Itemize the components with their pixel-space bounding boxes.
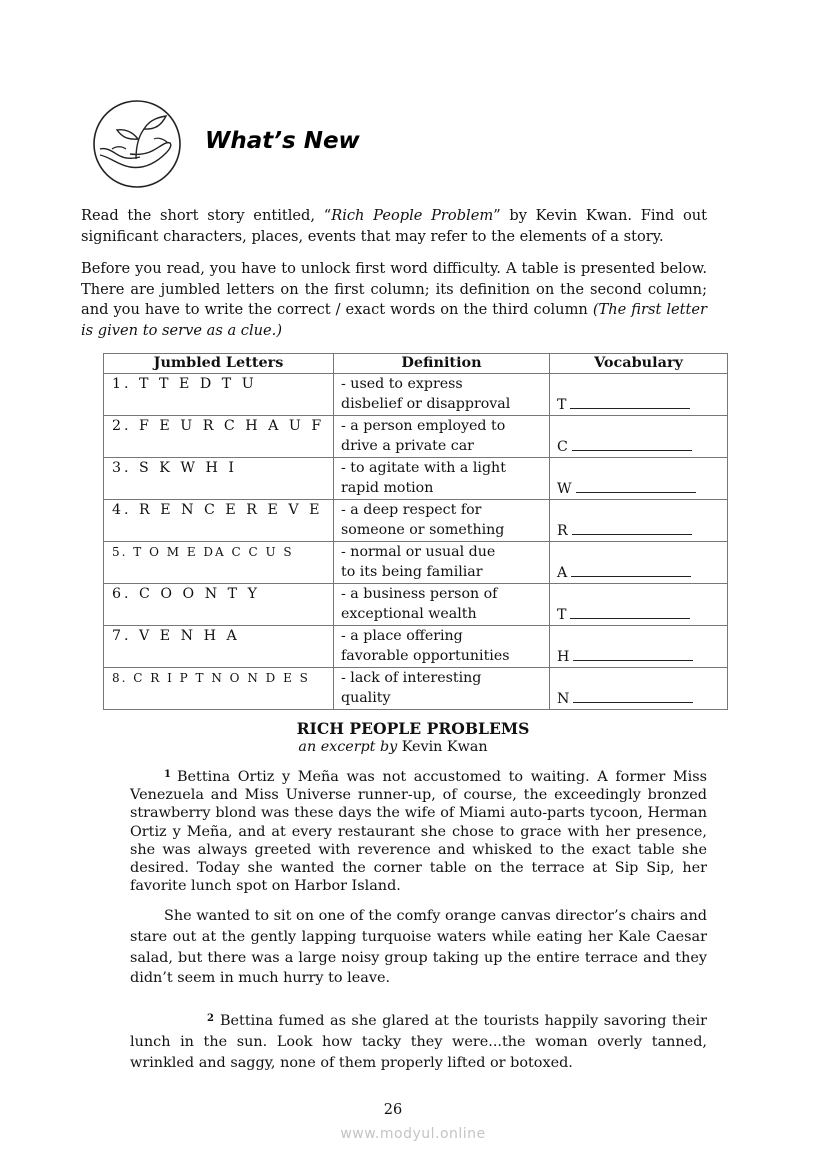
table-row: [104, 542, 728, 584]
definition: - used to express disbelief or disapproval: [334, 374, 550, 416]
answer-blank[interactable]: [572, 436, 692, 451]
definition: - a place offering favorable opportunities: [334, 626, 550, 668]
paragraph-number: 1: [164, 769, 171, 780]
table-row: [104, 416, 728, 458]
jumbled-letters: 6. C O O N T Y: [104, 584, 334, 626]
definition: - normal or usual due to its being familiar: [334, 542, 550, 584]
clue-letter: H: [557, 649, 570, 665]
clue-letter: N: [557, 691, 570, 707]
definition: - a person employed to drive a private car: [334, 416, 550, 458]
jumbled-letters: 8. C R I P T N O N D E S: [104, 668, 334, 710]
jumbled-letters: 1. T T E D T U: [104, 374, 334, 416]
vocabulary-answer: [550, 416, 728, 458]
vocabulary-answer: [550, 626, 728, 668]
answer-blank[interactable]: [573, 688, 693, 703]
vocabulary-answer: [550, 374, 728, 416]
table-row: [104, 458, 728, 500]
definition: - lack of interesting quality: [334, 668, 550, 710]
table-header-row: [104, 354, 728, 374]
header-jumbled: Jumbled Letters: [104, 354, 334, 374]
clue-letter: W: [557, 481, 572, 497]
story-paragraph-1: $^1$ Bettina Ortiz y Meña was not accustomed to waiting. A former Miss Venezuela and Miss Universe runner-up, of course, the exceedingly bronzed strawberry blond was these days the wife of Miami auto-parts tycoon, Herman Ortiz y Meña, and at every restaurant she chose to grace with her presence, she was always greeted with reverence and whisked to the exact table she desired. Today she wanted the corner table on the terrace at Sip Sip, her favorite lunch spot on Harbor Island.: [130, 769, 707, 895]
definition: - a deep respect for someone or something: [334, 500, 550, 542]
answer-blank[interactable]: [571, 562, 691, 577]
story-paragraph-3: $^2$ Bettina fumed as she glared at the tourists happily savoring their lunch in the sun. Look how tacky they were...the woman overly tanned, wrinkled and saggy, none of them properly lifted or botoxed.: [130, 1013, 707, 1071]
clue-letter: R: [557, 523, 568, 539]
jumbled-letters: 3. S K W H I: [104, 458, 334, 500]
clue-letter: A: [557, 565, 568, 581]
answer-blank[interactable]: [572, 520, 692, 535]
header-definition: Definition: [334, 354, 550, 374]
intro-paragraph-2: Before you read, you have to unlock first word difficulty. A table is presented below. There are jumbled letters on the first column; its definition on the second column; and you have to write the correct / exact words on the third column (The first letter is given to serve as a clue.): [81, 260, 707, 339]
section-icon-plant-in-hand: [92, 99, 182, 189]
clue-letter: T: [557, 397, 567, 413]
story-byline: an excerpt by Kevin Kwan: [298, 739, 488, 755]
jumbled-letters: 4. R E N C E R E V E: [104, 500, 334, 542]
answer-blank[interactable]: [570, 604, 690, 619]
answer-blank[interactable]: [576, 478, 696, 493]
clue-letter: T: [557, 607, 567, 623]
answer-blank[interactable]: [570, 394, 690, 409]
jumbled-letters: 2. F E U R C H A U F: [104, 416, 334, 458]
jumbled-letters: 5. T O M E DA C C U S: [104, 542, 334, 584]
story-paragraph-2: She wanted to sit on one of the comfy orange canvas director’s chairs and stare out at the gently lapping turquoise waters while eating her Kale Caesar salad, but there was a large noisy group taking up the entire terrace and they didn’t seem in much hurry to leave.: [130, 908, 707, 987]
table-row: [104, 626, 728, 668]
table-row: [104, 668, 728, 710]
definition: - to agitate with a light rapid motion: [334, 458, 550, 500]
page-number: 26: [383, 1102, 403, 1118]
vocabulary-answer: [550, 458, 728, 500]
vocabulary-table: [103, 353, 728, 710]
intro-paragraph-1: Read the short story entitled, “Rich People Problem” by Kevin Kwan. Find out significant characters, places, events that may refer to the elements of a story.: [81, 207, 707, 245]
vocabulary-answer: [550, 584, 728, 626]
clue-letter: C: [557, 439, 568, 455]
vocabulary-answer: [550, 500, 728, 542]
plant-in-hand-icon: [92, 99, 182, 189]
story-title: RICH PEOPLE PROBLEMS: [296, 719, 530, 738]
table-row: [104, 584, 728, 626]
vocabulary-answer: [550, 668, 728, 710]
table-row: [104, 374, 728, 416]
table-row: [104, 500, 728, 542]
definition: - a business person of exceptional wealth: [334, 584, 550, 626]
vocabulary-answer: [550, 542, 728, 584]
header-vocabulary: Vocabulary: [550, 354, 728, 374]
answer-blank[interactable]: [573, 646, 693, 661]
watermark: www.modyul.online: [340, 1126, 486, 1142]
section-title: What’s New: [205, 128, 360, 154]
jumbled-letters: 7. V E N H A: [104, 626, 334, 668]
paragraph-number: 2: [207, 1013, 214, 1024]
